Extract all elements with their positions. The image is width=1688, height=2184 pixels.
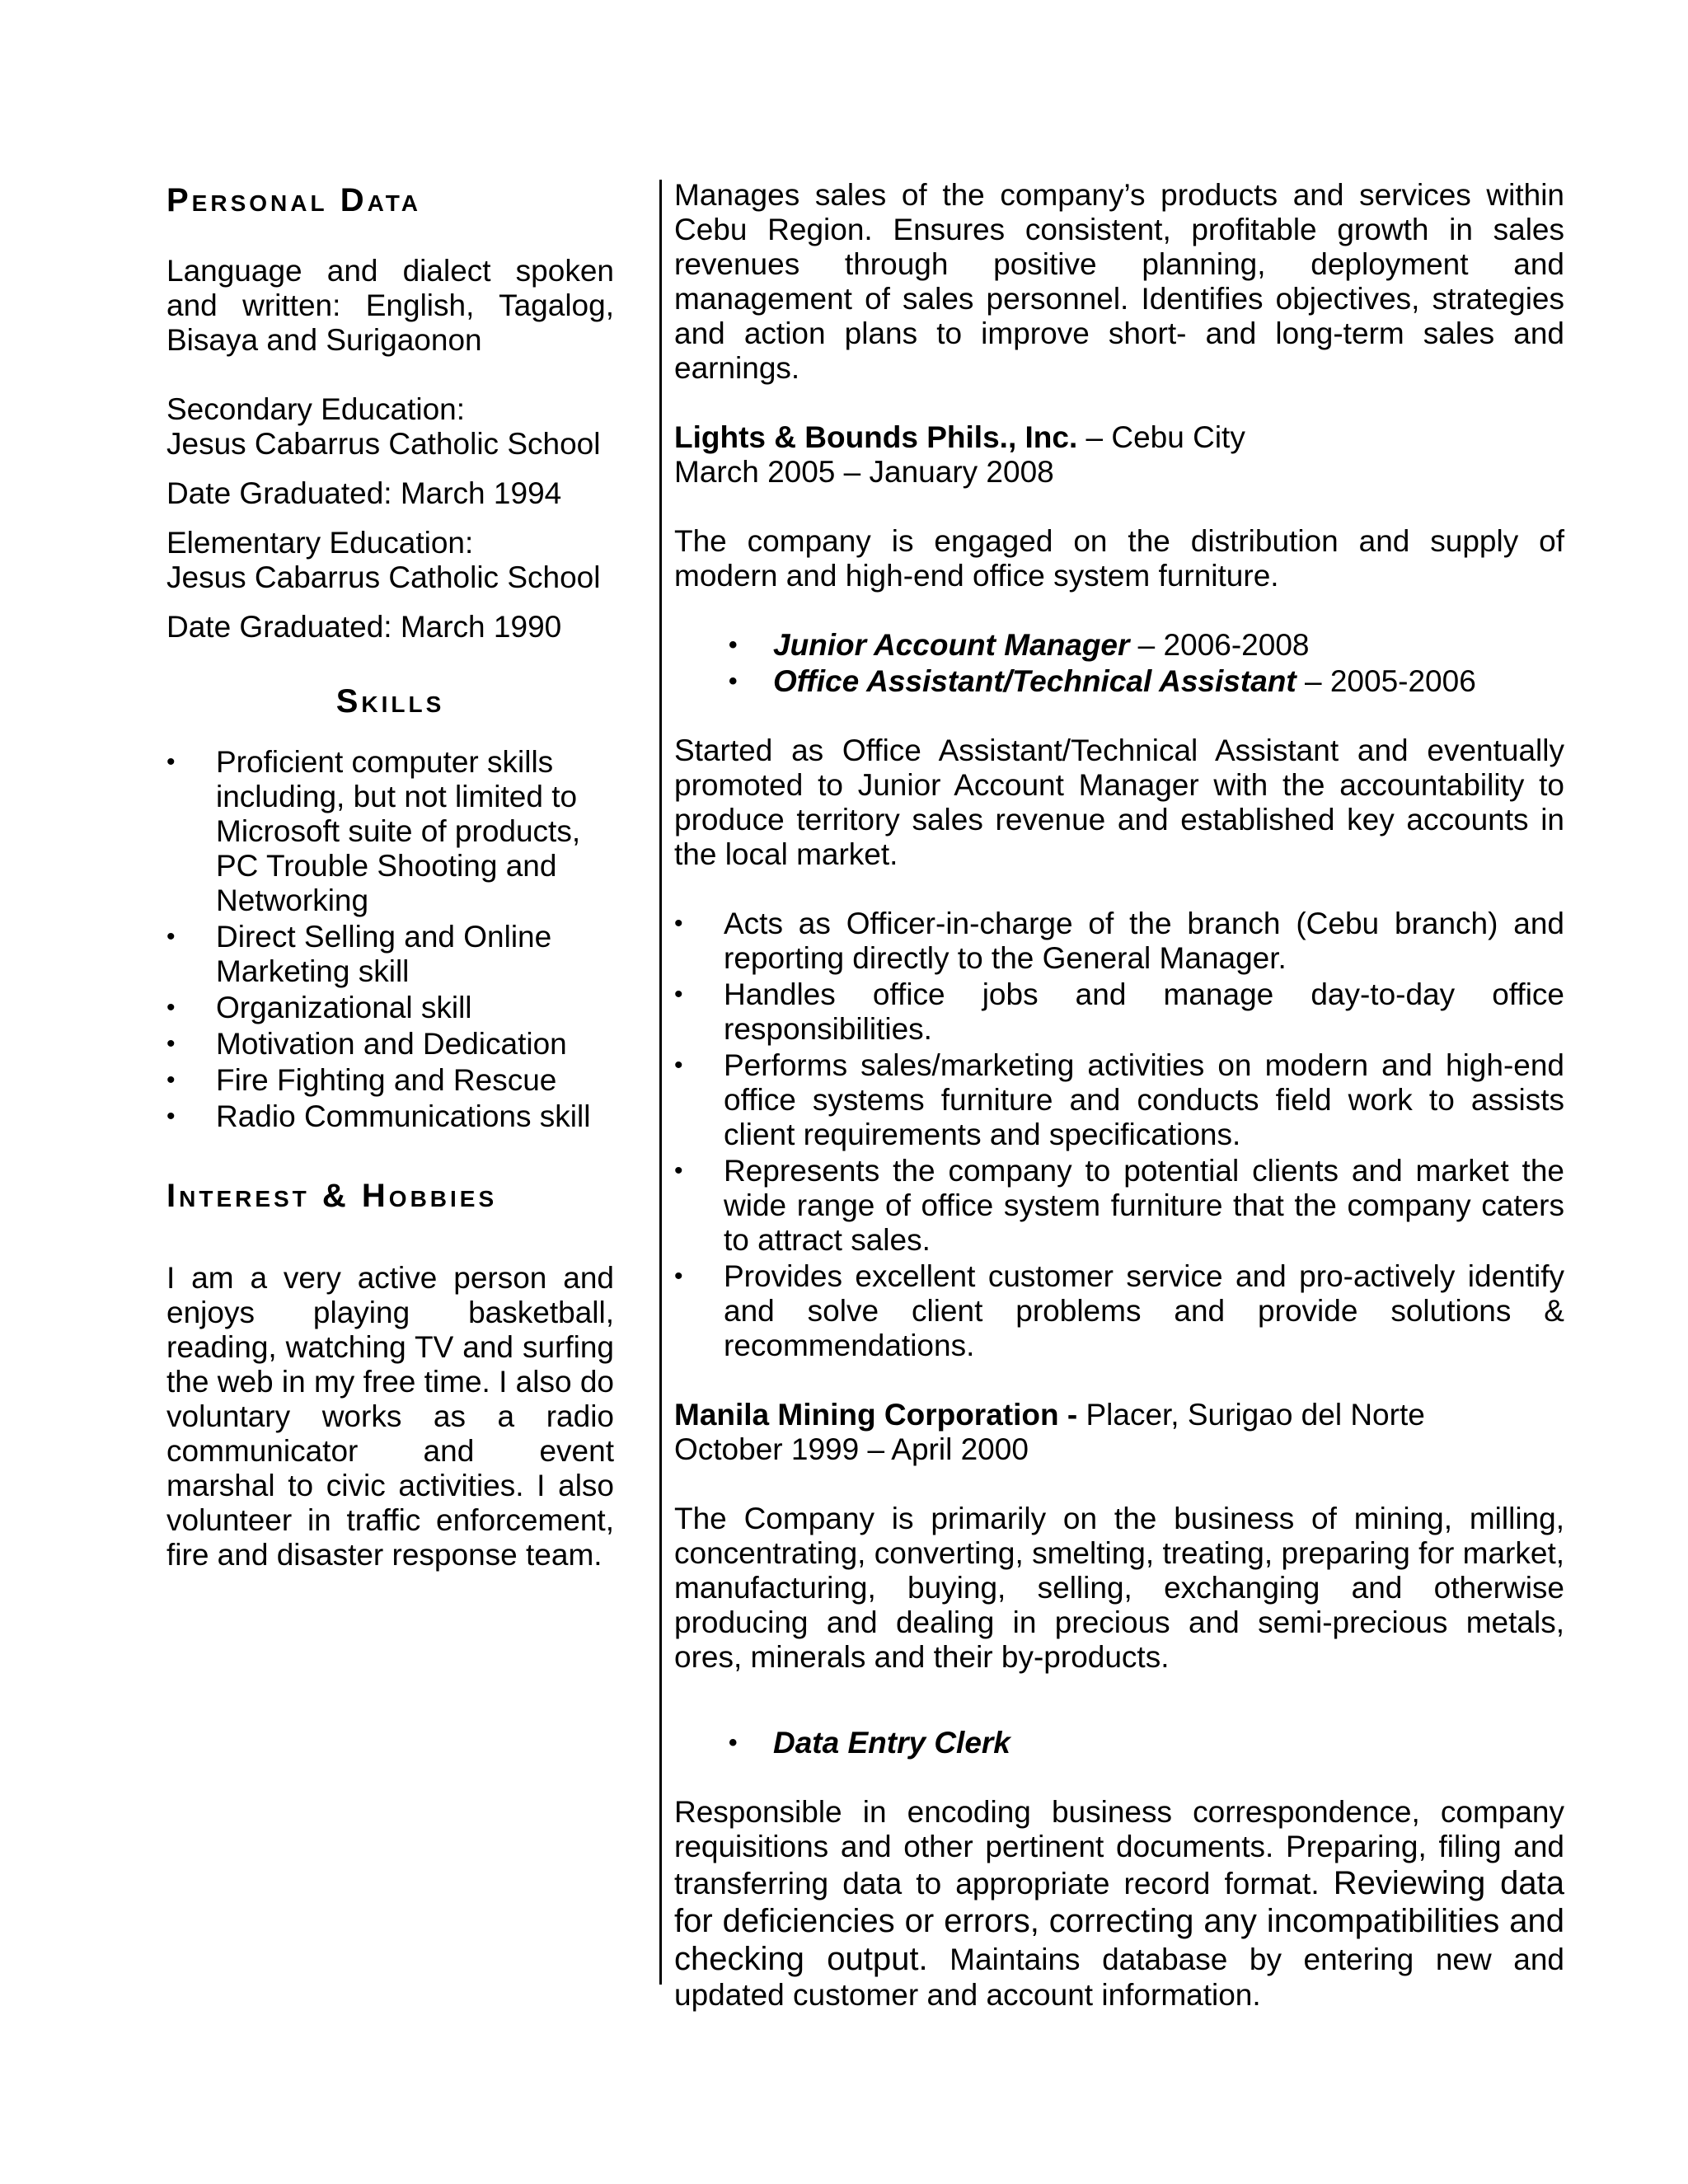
secondary-education-label: Secondary Education:: [166, 392, 466, 426]
job2-location: Placer, Surigao del Norte: [1077, 1398, 1425, 1432]
skills-list: [166, 745, 614, 1134]
list-item: • Motivation and Dedication: [166, 1027, 614, 1062]
job2-roles: [674, 1726, 1564, 1760]
list-item: • Handles office jobs and manage day-to-day office responsibilities.: [674, 977, 1564, 1047]
job2-summary-b: Reviewing data for deficiencies or errors, correcting any incompatibilities and checking output.: [674, 1865, 1564, 1977]
list-item: [674, 628, 1564, 663]
elementary-date: Date Graduated: March 1990: [166, 610, 562, 644]
job1-header: [674, 420, 1564, 455]
column-divider: [659, 180, 662, 1985]
job1-roles: [674, 628, 1564, 699]
list-item: • Proficient computer skills including, but not limited to Microsoft suite of products, PC Trouble Shooting and Networking: [166, 745, 614, 918]
job1-location: – Cebu City: [1077, 420, 1245, 454]
job2-summary: [674, 1795, 1564, 2013]
job2-company: Manila Mining Corporation -: [674, 1398, 1078, 1432]
secondary-school: Jesus Cabarrus Catholic School: [166, 427, 601, 461]
role-years: – 2005-2006: [1296, 664, 1476, 698]
languages-text: Language and dialect spoken and written: English, Tagalog, Bisaya and Surigaonon: [166, 254, 614, 357]
list-item: • Acts as Officer-in-charge of the branch (Cebu branch) and reporting directly to the General Manager.: [674, 907, 1564, 976]
intro-text: Manages sales of the company’s products and services within Cebu Region. Ensures consistent, profitable growth in sales revenues through positive planning, deployment and management of sales personnel. Identifies objectives, strategies and action plans to improve short- and long-term sales and earnings.: [674, 178, 1564, 385]
job1-company: Lights & Bounds Phils., Inc.: [674, 420, 1078, 454]
job2-header: [674, 1398, 1564, 1432]
job1-summary: Started as Office Assistant/Technical Assistant and eventually promoted to Junior Account Manager with the accountability to produce territory sales revenue and established key accounts in the local market.: [674, 733, 1564, 871]
job1-duties: [674, 907, 1564, 1363]
list-item: [674, 1726, 1564, 1760]
list-item: [674, 664, 1564, 699]
list-item: • Fire Fighting and Rescue: [166, 1063, 614, 1098]
list-item: • Represents the company to potential clients and market the wide range of office system furniture that the company caters to attract sales.: [674, 1154, 1564, 1258]
interest-text: I am a very active person and enjoys playing basketball, reading, watching TV and surfing the web in my free time. I also do voluntary works as a radio communicator and event marshal to civic activities. I also volunteer in traffic enforcement, fire and disaster response team.: [166, 1261, 614, 1572]
list-item: • Direct Selling and Online Marketing skill: [166, 920, 614, 989]
role-title: Data Entry Clerk: [773, 1726, 1010, 1760]
job2-dates: October 1999 – April 2000: [674, 1432, 1029, 1466]
skills-heading: Skills: [335, 683, 445, 719]
list-item: • Provides excellent customer service and pro-actively identify and solve client problems and provide solutions & recommendations.: [674, 1259, 1564, 1363]
elementary-school: Jesus Cabarrus Catholic School: [166, 560, 601, 594]
list-item: • Performs sales/marketing activities on modern and high-end office systems furniture and conducts field work to assists client requirements and specifications.: [674, 1048, 1564, 1152]
job2-summary-a: Responsible in encoding business correspondence, company requisitions and other pertinent documents. Preparing, filing and transferring data to appropriate record format.: [674, 1795, 1564, 1900]
role-title: Office Assistant/Technical Assistant: [773, 664, 1296, 698]
secondary-date: Date Graduated: March 1994: [166, 476, 562, 510]
job2-description: The Company is primarily on the business of mining, milling, concentrating, converting, smelting, treating, preparing for market, manufacturing, buying, selling, exchanging and otherwise producing and dealing in precious and semi-precious metals, ores, minerals and their by-products.: [674, 1502, 1564, 1674]
left-column: [166, 181, 614, 1572]
job1-description: The company is engaged on the distribution and supply of modern and high-end office system furniture.: [674, 524, 1564, 593]
list-item: • Organizational skill: [166, 991, 614, 1025]
list-item: • Radio Communications skill: [166, 1099, 614, 1134]
interest-hobbies-heading: Interest & Hobbies: [166, 1178, 498, 1214]
elementary-education-label: Elementary Education:: [166, 526, 474, 560]
role-title: Junior Account Manager: [773, 628, 1130, 662]
personal-data-heading: Personal Data: [166, 182, 421, 218]
job1-dates: March 2005 – January 2008: [674, 455, 1054, 489]
role-years: – 2006-2008: [1129, 628, 1310, 662]
right-column: [674, 178, 1564, 2013]
job2-summary-c: Maintains database by entering new and updated customer and account information.: [674, 1943, 1565, 2012]
